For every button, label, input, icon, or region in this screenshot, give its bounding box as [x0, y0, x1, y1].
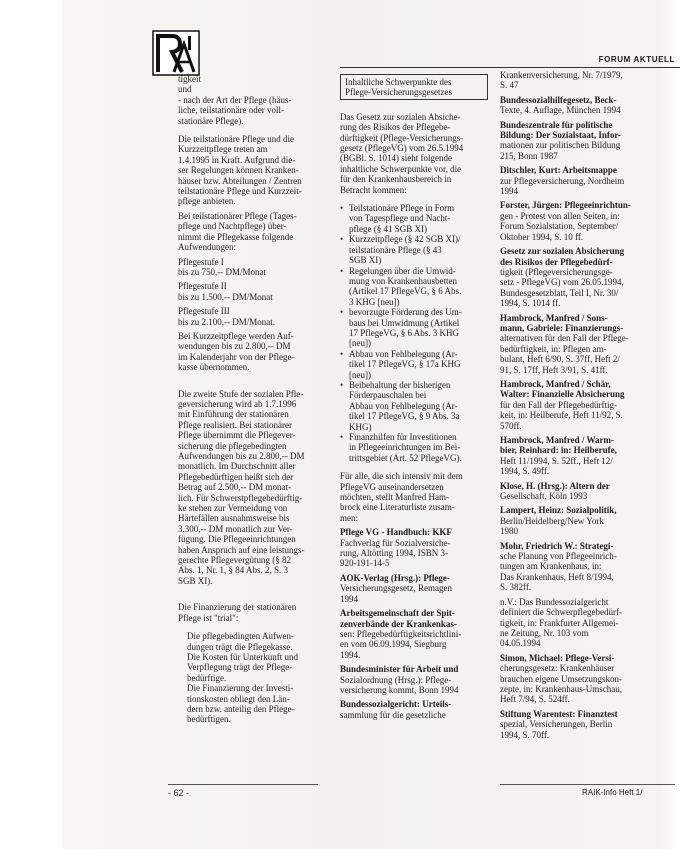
reference-line: keit, in: Heilberufe, Heft 11/92, S. [500, 410, 623, 421]
reference-line: tungen am Krankenhaus, in: [500, 561, 602, 572]
paragraph-teilstationaer-line: Die teilstationäre Pflege und die [178, 134, 294, 145]
bullet-line: in Pflegeeinrichtungen im Bei- [349, 442, 461, 453]
bullet-line: • bevorzugte Förderung des Um- [340, 307, 488, 317]
reference-line: Forster, Jürgen: Pflegeeinrichtun- [500, 200, 631, 211]
reference-line: tigkeit (Pflegeversicherungsge- [500, 266, 613, 277]
paragraph-zweite-stufe-line: geversicherung wird ab 1.7.1996 [178, 398, 297, 409]
reference-line: gen - Protest von allen Seiten, in: [500, 210, 620, 221]
bullet-line: SGB XI) [349, 255, 382, 266]
sub-item-line: Die Finanzierung der Investi- [187, 683, 294, 694]
reference-line: zepte, in: Krankenhaus-Umschau, [500, 683, 622, 694]
reference-line: Forum Sozialstation, September/ [500, 221, 619, 232]
paragraph-zweite-stufe-line: gerechte Pflegevergütung (§ 82 [178, 555, 292, 566]
reference-line: sammlung für die gesetzliche [340, 709, 446, 720]
paragraph-zweite-stufe-line: haben Anspruch auf eine leistungs- [178, 544, 305, 555]
sub-item-line: tionskosten obliegt den Län- [187, 693, 290, 704]
reference-line: 215, Bonn 1987 [500, 150, 558, 161]
paragraph-zweite-stufe-line: Härtefällen ausnahmsweise bis [178, 513, 290, 524]
paragraph-intro-line: rung des Risikos der Pflegebe- [340, 122, 451, 133]
paragraph-outro-line: brock eine Literaturliste zusam- [340, 502, 455, 513]
reference-line: Mohr, Friedrich W.: Strategi- [500, 540, 614, 551]
paragraph-zweite-stufe-line: Betrag auf 2.500,-- DM monat- [178, 482, 291, 493]
reference-line: sche Planung von Pflegeeinrich- [500, 551, 617, 562]
paragraph-aufwendungen [178, 211, 324, 253]
reference-line: Bundessozialgericht: Urteils- [340, 699, 452, 710]
paragraph-zweite-stufe-line: monatlich. Im Durchschnitt aller [178, 461, 296, 472]
paragraph-zweite-stufe-line: 3.300,-- DM monatlich zur Ver- [178, 523, 293, 534]
section-heading-box [340, 74, 488, 100]
reference-line: Sozialordnung (Hrsg.): Pflege- [340, 674, 452, 685]
reference-line: S. 382ff. [500, 582, 532, 593]
bullet-line: tikel 17 PflegeVG, § 9 Abs. 3a [349, 411, 460, 422]
reference-line: AOK-Verlag (Hrsg.): Pflege- [340, 572, 450, 583]
reference-line: für den Fall der Pflegebedürftig- [500, 399, 617, 410]
paragraph-finanzierung-line: Die Finanzierung der stationären [178, 602, 297, 613]
reference-line: des Risikos der Pflegebedürf- [500, 256, 613, 267]
reference-line: Gesellschaft, Köln 1993 [500, 491, 588, 502]
tier-amount: bis zu 2.100,-- DM/Monat. [178, 316, 275, 327]
paragraph-aufwendungen-line: Aufwendungen: [178, 242, 236, 253]
footer-rule-right [500, 784, 675, 785]
paragraph-aufwendungen-line: pflege und Nachtpflege) über- [178, 221, 287, 232]
paragraph-teilstationaer-line: häuser bzw. Abteilungen / Zentren [178, 175, 302, 186]
scan-margin [0, 0, 62, 849]
reference-line: alternativen für den Fall der Pflege- [500, 333, 629, 344]
paragraph-aufwendungen-line: nimmt die Pflegekasse folgende [178, 231, 294, 242]
dash-item-line: - nach der Art der Pflege (häus- [178, 94, 292, 105]
tier-label: Pflegestufe I [178, 256, 224, 267]
paragraph-zweite-stufe-line: mit Einführung der stationären [178, 409, 289, 420]
paragraph-zweite-stufe-line: Pflegebedürftigen heißt sich der [178, 471, 294, 482]
reference-line: 1994, S. 70ff. [500, 729, 550, 740]
sub-item-line: dungen trägt die Pflegekasse. [187, 641, 293, 652]
bullet-line: teilstationäre Pflege (§ 43 [349, 244, 442, 255]
reference-line: n.V.: Das Bundessozialgericht [500, 596, 609, 607]
reference-line: zur Pflegeversicherung, Nordheim [500, 175, 625, 186]
paragraph-intro-line: für den Krankenhausbereich in [340, 174, 452, 185]
page-number: - 62 - [168, 788, 190, 798]
bullet-line: von Tagespflege und Nacht- [349, 213, 451, 224]
reference-line: Ditschler, Kurt: Arbeitsmappe [500, 165, 617, 176]
bullet-line: • Teilstationäre Pflege in Form [340, 203, 488, 213]
bullet-line: 17 PflegeVG, § 6 Abs. 3 KHG [349, 327, 459, 338]
sub-item-line: bedürftige. [187, 672, 227, 683]
reference-line: Lampert, Heinz: Sozialpolitik, [500, 505, 617, 516]
dash-item-line: stationäre Pflege). [178, 115, 244, 126]
reference-line: en vom 06.09.1994, Siegburg [340, 639, 447, 650]
bullet-line: baus bei Umwidmung (Artikel [349, 317, 460, 328]
paragraph-zweite-stufe [178, 389, 324, 587]
reference-line: 1994 [500, 186, 518, 197]
reference-line: Pflege VG - Handbuch: KKF [340, 527, 452, 538]
paragraph-zweite-stufe-line: ke stehen zur Vermeidung von [178, 503, 288, 514]
bullet-line: • Beibehaltung der bisherigen [340, 380, 488, 390]
paragraph-zweite-stufe-line: SGB XI). [178, 575, 213, 586]
paragraph-kurzzeitpflege-line: im Kalenderjahr von der Pflege- [178, 351, 295, 362]
header-rule [340, 67, 680, 68]
reference-line: Bundesgesetzblatt, Teil I, Nr. 30/ [500, 287, 619, 298]
reference-line: Krankenversicherung, Nr. 7/1979, [500, 70, 623, 80]
sub-item-line: dern bzw. anteilig den Pflege- [187, 703, 295, 714]
bullet-line: [neu]) [349, 338, 371, 349]
reference-line: rung, Altötting 1994, ISBN 3- [340, 548, 449, 559]
paragraph-outro [340, 471, 488, 523]
paragraph-intro-line: Betracht kommen: [340, 184, 407, 195]
reference-line: sen: Pflegebedürftigkeitsrichtlini- [340, 628, 462, 639]
paragraph-zweite-stufe-line: Pflege realisiert. Bei stationärer [178, 419, 292, 430]
reference-line: mationen zur politischen Bildung [500, 140, 621, 151]
bullet-line: Förderpauschalen bei [349, 390, 427, 401]
reference-line: Hambrock, Manfred / Warm- [500, 435, 614, 445]
reference-line: Bundesminister für Arbeit und [340, 664, 459, 675]
paragraph-finanzierung-line: Pflege ist "trial": [178, 612, 239, 623]
reference-line: ne Zeitung, Nr. 103 vom [500, 627, 589, 638]
paragraph-kurzzeitpflege-line: Bei Kurzzeitpflege werden Auf- [178, 330, 294, 341]
reference-line: definiert die Schwerpflegebedürf- [500, 607, 622, 618]
reference-line: Hambrock, Manfred / Schär, [500, 378, 611, 389]
sub-item-line: Die pflegebedingten Aufwen- [187, 631, 294, 642]
reference-line: Bundeszentrale für politische [500, 119, 613, 130]
reference-line: Bildung: Der Sozialstaat, Infor- [500, 130, 622, 141]
paragraph-teilstationaer-line: pflege anbieten. [178, 196, 236, 207]
paragraph-outro-line: Für alle, die sich intensiv mit dem [340, 471, 463, 482]
text-line: und [178, 84, 192, 95]
paragraph-teilstationaer-line: Kurzzeitpflege treten am [178, 144, 268, 155]
raik-logo [152, 30, 200, 76]
reference-line: tigkeit, in: Frankfurter Allgemei- [500, 617, 619, 628]
bullet-line: tikel 17 PflegeVG, § 17a KHG [349, 359, 461, 370]
bullet-line: mung von Krankenhausbetten [349, 275, 457, 286]
reference-line: S. 47 [500, 80, 519, 91]
reference-line: mann, Gabriele: Finanzierungs- [500, 322, 624, 333]
reference-line: Heft 11/1994, S. 52ff., Heft 12/ [500, 455, 613, 466]
bullet-line: KHG) [349, 421, 372, 432]
sub-item-line: Die Kosten für Unterkunft und [187, 651, 298, 662]
reference-line: Versicherungsgesetz, Remagen [340, 583, 452, 594]
section-heading-line: Pflege-Versicherungsgesetzes [345, 87, 452, 98]
paragraph-zweite-stufe-line: Aufwendungen bis zu 2.800,-- DM [178, 451, 305, 461]
paragraph-teilstationaer-line: ser Regelungen können Kranken- [178, 165, 299, 176]
running-head: FORUM AKTUELL [598, 55, 675, 64]
reference-line: Fachverlag für Sozialversiche- [340, 537, 451, 548]
reference-line: 1980 [500, 526, 518, 537]
paragraph-zweite-stufe-line: Die zweite Stufe der sozialen Pfle- [178, 388, 304, 399]
bullet-line: • Finanzhilfen für Investitionen [340, 432, 488, 442]
bullet-line: • Kurzzeitpflege (§ 42 SGB XI)/ [340, 234, 488, 244]
paragraph-teilstationaer [178, 134, 324, 207]
sub-item-line: Verpflegung trägt der Pflege- [187, 662, 293, 673]
reference-line: 1994 [340, 593, 358, 604]
tier-amount: bis zu 1.500,-- DM/Monat [178, 291, 273, 302]
section-heading-line: Inhaltliche Schwerpunkte des [345, 77, 452, 87]
reference-line: 570ff. [500, 420, 522, 431]
reference-line: Stiftung Warentest: Finanztest [500, 708, 618, 719]
reference-line: 1994, S. 49ff. [500, 466, 550, 477]
column-2 [340, 74, 488, 724]
issue-label: RAIK-Info Heft 1/ [582, 788, 643, 797]
reference-line: Klose, H. (Hrsg.): Altern der [500, 480, 610, 491]
column-1 [178, 74, 324, 725]
paragraph-zweite-stufe-line: fügung. Die Pflegeeinrichtungen [178, 534, 296, 545]
paragraph-intro-line: (BGBl. S. 1014) sieht folgende [340, 153, 452, 164]
reference-line: Walter: Finanzielle Absicherung [500, 389, 625, 400]
paragraph-intro-line: Das Gesetz zur sozialen Absiche- [340, 111, 461, 122]
paragraph-intro-line: inhaltliche Schwerpunkte vor, die [340, 163, 462, 174]
bullet-line: (Artikel 17 PflegeVG, § 6 Abs. [349, 286, 462, 297]
reference-line: cherungsgesetz: Krankenhäuser [500, 663, 615, 674]
paragraph-intro-line: gesetz (PflegeVG) vom 26.5.1994 [340, 143, 464, 154]
text-line: tigkeit [178, 74, 201, 84]
reference-line: brauchen eigene Umsetzungskon- [500, 673, 622, 684]
bullet-line: pflege (§ 41 SGB XI) [349, 223, 427, 234]
footer-rule-left [168, 784, 318, 785]
paragraph-teilstationaer-line: 1.4.1995 in Kraft. Aufgrund die- [178, 154, 296, 165]
paragraph-finanzierung [178, 602, 324, 623]
paragraph-outro-line: PflegeVG auseinandersetzen [340, 481, 444, 492]
reference-line: bedürftigkeit, in: Pflegen am- [500, 343, 607, 354]
reference-line: 1994. [340, 649, 361, 660]
reference-line: Berlin/Heidelberg/New York [500, 515, 604, 526]
paragraph-kurzzeitpflege [178, 331, 324, 373]
bullet-line: trittsgebiet (Art. 52 PflegeVG). [349, 452, 462, 463]
tier-amount: bis zu 750,-- DM/Monat [178, 266, 266, 277]
reference-line: Gesetz zur sozialen Absicherung [500, 246, 625, 257]
reference-line: Hambrock, Manfred / Sons- [500, 312, 608, 323]
reference-line: Arbeitsgemeinschaft der Spit- [340, 608, 455, 619]
reference-line: zenverbände der Krankenkas- [340, 618, 457, 629]
reference-line: Bundessozialhilfegesetz, Beck- [500, 94, 617, 105]
sub-item-line: bedürftigen. [187, 714, 231, 725]
paragraph-outro-line: men: [340, 512, 358, 523]
reference-line: 1994, S. 1014 ff. [500, 298, 561, 309]
bullet-line: Abbau von Fehlbelegung (Ar- [349, 400, 458, 411]
reference-line: bulant, Heft 6/90, S. 37ff, Heft 2/ [500, 354, 620, 365]
reference-line: 91, S. 17ff, Heft 3/91, S. 41ff. [500, 364, 608, 375]
paragraph-outro-line: möchten, stellt Manfred Ham- [340, 492, 449, 503]
reference-line: versicherung kommt, Bonn 1994 [340, 684, 459, 695]
reference-line: 04.05.1994 [500, 638, 541, 649]
column-3 [500, 70, 674, 744]
paragraph-zweite-stufe-line: lich. Für Schwerstpflegebedürftig- [178, 492, 303, 503]
reference-line: Heft 7/94, S. 524ff. [500, 694, 570, 705]
paragraph-zweite-stufe-line: sicherung die pflegebedingten [178, 440, 287, 451]
bullet-line: [neu]) [349, 369, 371, 380]
tier-label: Pflegestufe III [178, 306, 230, 317]
reference-line: 920-191-14-5 [340, 558, 390, 569]
paragraph-zweite-stufe-line: Abs. 1, Nr. 1, § 84 Abs. 2, S. 3 [178, 565, 289, 576]
reference-line: Das Krankenhaus, Heft 8/1994, [500, 571, 614, 582]
paragraph-intro-line: dürftigkeit (Pflege-Versicherungs- [340, 132, 464, 143]
reference-line: spezial, Versicherungen, Berlin [500, 719, 613, 730]
tier-label: Pflegestufe II [178, 281, 227, 292]
paragraph-intro [340, 112, 488, 195]
reference-line: setz - PflegeVG) vom 26.05.1994, [500, 277, 624, 288]
reference-line: Oktober 1994, S. 10 ff. [500, 231, 584, 242]
dash-item-line: liche, teilstationäre oder voll- [178, 105, 284, 116]
paragraph-zweite-stufe-line: Pflege übernimmt die Pflegever- [178, 430, 296, 441]
reference-line: bier, Reinhard: in: Heilberufe, [500, 445, 617, 456]
paragraph-teilstationaer-line: teilstationäre Pflege und Kurzzeit- [178, 186, 302, 197]
paragraph-kurzzeitpflege-line: kasse übernommen. [178, 362, 250, 373]
bullet-line: • Regelungen über die Umwid- [340, 266, 488, 276]
reference-line: Texte, 4. Auflage, München 1994 [500, 105, 621, 116]
paragraph-aufwendungen-line: Bei teilstationärer Pflege (Tages- [178, 210, 297, 221]
paragraph-kurzzeitpflege-line: wendungen bis zu 2.800,-- DM [178, 341, 291, 352]
bullet-line: • Abbau von Fehlbelegung (Ar- [340, 349, 488, 359]
bullet-line: 3 KHG [neu]) [349, 296, 400, 307]
reference-line: Simon, Michael: Pflege-Versi- [500, 652, 615, 663]
